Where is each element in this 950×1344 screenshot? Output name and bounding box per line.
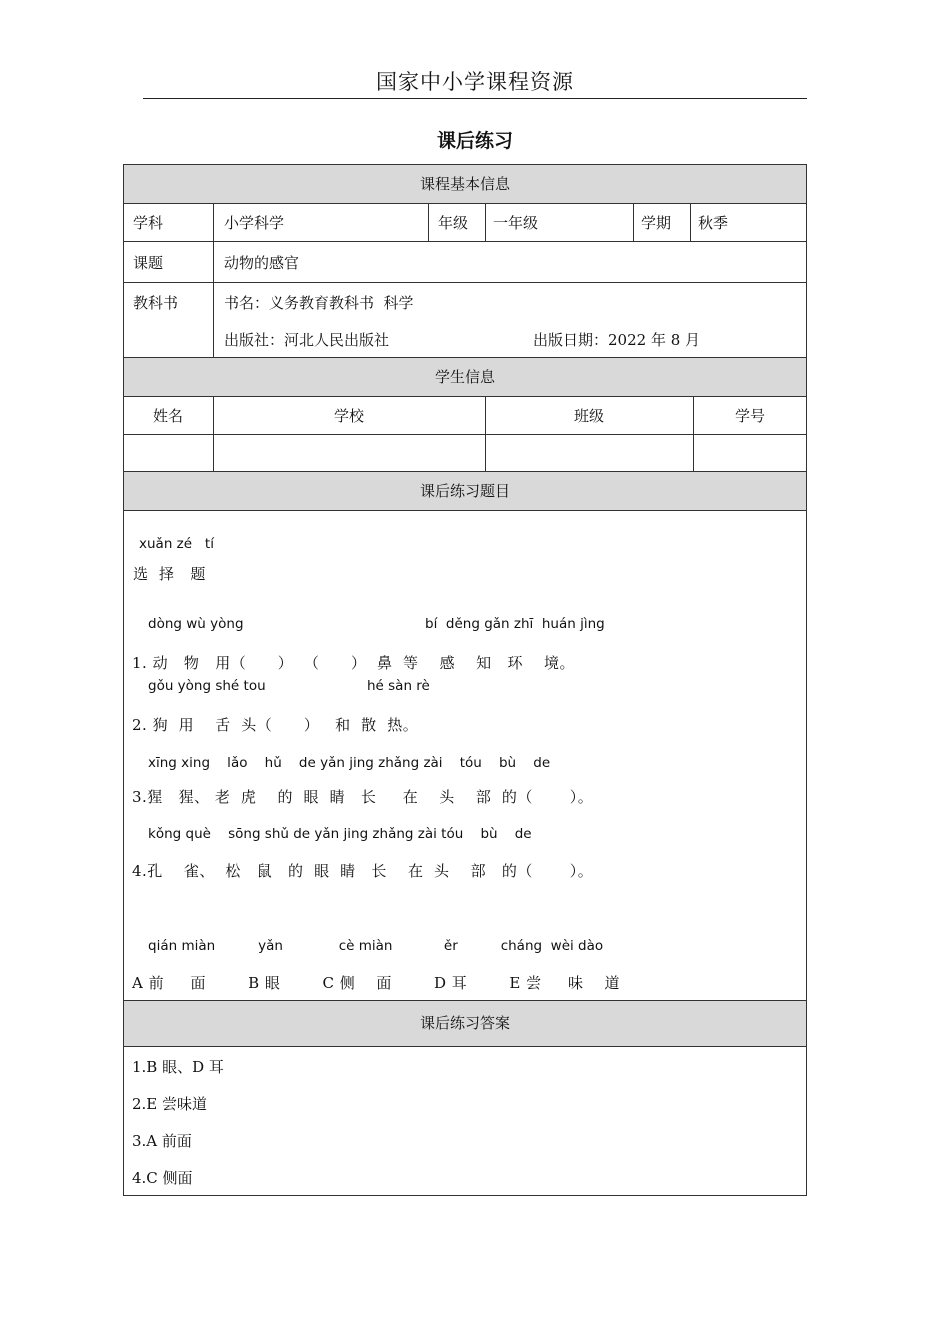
q1-pinyin-a: dòng wù yòng (148, 616, 244, 632)
answer-1: 1.B 眼、D 耳 (132, 1058, 224, 1076)
q4-pinyin: kǒng què sōng shǔ de yǎn jing zhǎng zài tóu bù de (148, 826, 532, 842)
student-school-header: 学校 (333, 407, 364, 425)
q3-pinyin: xīng xing lǎo hǔ de yǎn jing zhǎng zài tóu bù de (148, 755, 551, 771)
student-id-header: 学号 (734, 407, 765, 425)
publish-date: 出版日期：2022 年 8 月 (533, 331, 701, 349)
col-divider (485, 204, 486, 241)
q1-pinyin-b: bí děng gǎn zhī huán jìng (425, 616, 605, 632)
topic-value: 动物的感官 (224, 254, 300, 272)
document-title: 课后练习 (436, 130, 513, 152)
heading-pinyin: xuǎn zé tí (139, 536, 214, 552)
book-name: 书名：义务教育教科书 科学 (224, 294, 414, 312)
term-label: 学期 (641, 214, 672, 232)
header-title: 国家中小学课程资源 (376, 70, 574, 94)
col-divider (690, 204, 691, 241)
question-1: 1. 动 物 用（ ） （ ） 鼻 等 感 知 环 境。 (132, 654, 576, 672)
term-value: 秋季 (698, 214, 729, 232)
subject-value: 小学科学 (224, 214, 285, 232)
col-divider (213, 204, 214, 357)
answer-2: 2.E 尝味道 (132, 1095, 208, 1113)
subject-label: 学科 (133, 214, 164, 232)
exercise-heading: 选 择 题 (133, 565, 206, 583)
student-name-header: 姓名 (152, 407, 183, 425)
answer-4: 4.C 侧面 (132, 1169, 193, 1187)
question-4: 4.孔 雀、 松 鼠 的 眼 睛 长 在 头 部 的（ ）。 (132, 862, 594, 880)
topic-label: 课题 (133, 254, 164, 272)
header-rule (143, 98, 807, 99)
section-basic-info: 课程基本信息 (123, 164, 807, 204)
publisher: 出版社：河北人民出版社 (224, 331, 390, 349)
student-class-header: 班级 (573, 407, 604, 425)
question-2: 2. 狗 用 舌 头（ ） 和 散 热。 (132, 716, 419, 734)
section-exercise: 课后练习题目 (123, 471, 807, 511)
answer-3: 3.A 前面 (132, 1132, 192, 1150)
row-divider (123, 241, 807, 242)
answer-options: A 前 面 B 眼 C 侧 面 D 耳 E 尝 味 道 (132, 974, 621, 992)
q2-pinyin-b: hé sàn rè (367, 678, 430, 694)
textbook-label: 教科书 (133, 294, 179, 312)
row-divider (123, 282, 807, 283)
grade-label: 年级 (438, 214, 469, 232)
q2-pinyin-a: gǒu yòng shé tou (148, 678, 266, 694)
col-divider (633, 204, 634, 241)
question-3: 3.猩 猩、 老 虎 的 眼 睛 长 在 头 部 的（ ）。 (132, 788, 594, 806)
grade-value: 一年级 (493, 214, 539, 232)
section-answers: 课后练习答案 (123, 1000, 807, 1047)
section-student-info: 学生信息 (123, 357, 807, 397)
options-pinyin: qián miàn yǎn cè miàn ěr cháng wèi dào (148, 938, 604, 954)
col-divider (428, 204, 429, 241)
row-divider (123, 434, 807, 435)
